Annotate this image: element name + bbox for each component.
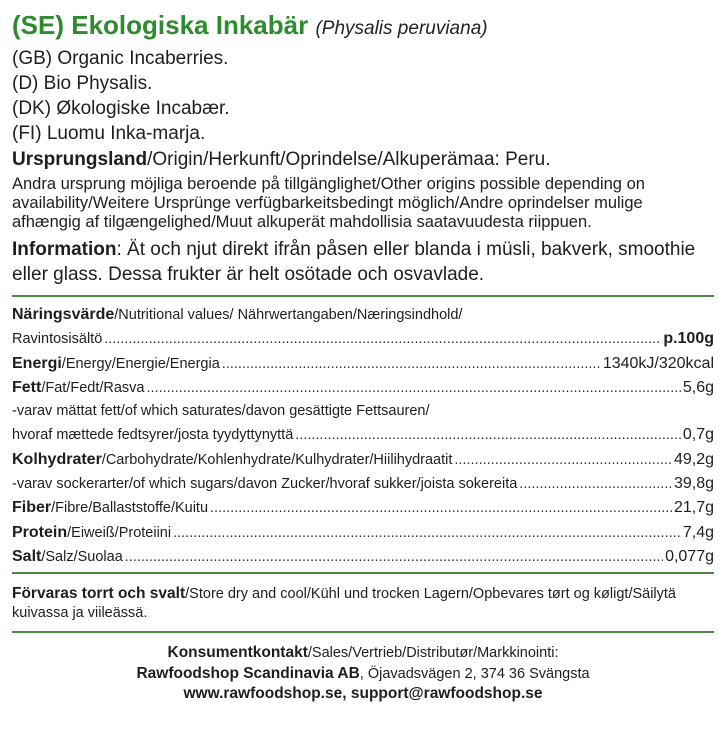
nutrition-header-rest: /Nutritional values/ Nährwertangaben/Næringsindhold/ xyxy=(114,307,463,323)
leader-dots xyxy=(146,377,680,400)
company-address: , Öjavadsvägen 2, 374 36 Svängsta xyxy=(359,665,590,682)
divider xyxy=(12,631,714,633)
product-title xyxy=(12,8,714,46)
carbs-rest: /Carbohydrate/Kohlenhydrate/Kulhydrater/Hiilihydraatit xyxy=(101,451,453,468)
saturates-line-1: -varav mättat fett/of which saturates/davon gesättigte Fettsauren/ xyxy=(12,403,430,420)
saturates-label: hvoraf mættede fedtsyrer/josta tyydyttynyttä xyxy=(12,427,294,444)
storage-text xyxy=(12,584,714,623)
leader-dots xyxy=(222,353,601,376)
energy-value: 1340kJ/320kcal xyxy=(602,354,714,372)
carbs-label xyxy=(12,448,452,472)
contact-web-line xyxy=(12,684,714,705)
name-de: (D) Bio Physalis. xyxy=(12,73,153,94)
website-link[interactable]: www.rawfoodshop.se xyxy=(183,685,343,703)
nutrition-row-fat xyxy=(12,376,714,400)
contact-block xyxy=(12,643,714,705)
leader-dots xyxy=(104,328,661,351)
origin-line xyxy=(12,147,714,173)
contact-label-bold: Konsumentkontakt xyxy=(167,644,308,662)
nutrition-row-salt xyxy=(12,545,714,569)
fat-value: 5,6g xyxy=(682,378,714,396)
nutrition-row-per xyxy=(12,327,714,351)
nutrition-row-protein xyxy=(12,521,714,545)
information-body: : Ät och njut direkt ifrån påsen eller blanda i müsli, bakverk, smoothie eller glass. Dessa frukter är helt osötade och osvavlade. xyxy=(12,239,696,285)
company-name: Rawfoodshop Scandinavia AB xyxy=(136,664,360,682)
energy-bold: Energi xyxy=(12,354,62,372)
nutrition-header-bold: Näringsvärde xyxy=(12,306,115,323)
fibre-bold: Fiber xyxy=(12,499,52,517)
contact-label-rest: /Sales/Vertrieb/Distributør/Markkinointi: xyxy=(307,645,559,662)
leader-dots xyxy=(519,473,672,496)
product-label xyxy=(12,8,714,705)
origin-text: /Origin/Herkunft/Oprindelse/Alkuperämaa: Peru. xyxy=(147,149,551,170)
fibre-value: 21,7g xyxy=(673,499,714,517)
salt-label xyxy=(12,545,123,569)
language-names xyxy=(12,46,714,146)
per-label: Ravintosisältö xyxy=(12,331,103,348)
energy-rest: /Energy/Energie/Energia xyxy=(61,355,220,372)
saturates-value: 0,7g xyxy=(682,426,714,444)
per-value: p.100g xyxy=(663,330,714,348)
information-label: Information xyxy=(12,239,117,260)
sugars-value: 39,8g xyxy=(673,475,714,493)
email-link[interactable]: support@rawfoodshop.se xyxy=(350,685,543,703)
divider xyxy=(12,572,714,574)
fat-label xyxy=(12,376,144,400)
protein-rest: /Eiweiß/Proteiini xyxy=(67,524,172,541)
fat-rest: /Fat/Fedt/Rasva xyxy=(41,379,145,396)
nutrition-row-sugars xyxy=(12,472,714,496)
information-text xyxy=(12,237,714,287)
storage-rest: /Store dry and cool/Kühl und trocken Lagern/Opbevares tørt og køligt/Säilytä kuivassa ja viileässä. xyxy=(12,586,676,622)
sugars-label: -varav sockerarter/of which sugars/davon Zucker/hvoraf sukker/joista sokereita xyxy=(12,476,518,493)
salt-rest: /Salz/Suolaa xyxy=(41,548,123,565)
leader-dots xyxy=(295,424,681,447)
leader-dots xyxy=(454,449,672,472)
fat-bold: Fett xyxy=(12,378,42,396)
other-origins-text: Andra ursprung möjliga beroende på tillgänglighet/Other origins possible depending on availability/Weitere Ursprünge verfügbarkeitsbedingt möglich/Andre oprindelser mulige afhængig af tilgængelighed/Muut alkuperät mahdollisia saatavuudesta riippuen. xyxy=(12,175,645,231)
nutrition-row-saturates xyxy=(12,423,714,447)
leader-dots xyxy=(210,497,672,520)
nutrition-row-carbs xyxy=(12,448,714,472)
leader-dots xyxy=(173,522,681,545)
carbs-value: 49,2g xyxy=(673,450,714,468)
divider xyxy=(12,295,714,297)
protein-label xyxy=(12,521,171,545)
storage-bold: Förvaras torrt och svalt xyxy=(12,585,186,603)
name-fi: (FI) Luomu Inka-marja. xyxy=(12,123,206,144)
protein-value: 7,4g xyxy=(682,523,714,541)
leader-dots xyxy=(125,546,663,569)
carbs-bold: Kolhydrater xyxy=(12,450,102,468)
energy-label xyxy=(12,352,220,376)
nutrition-row-fibre xyxy=(12,496,714,520)
latin-name: (Physalis peruviana) xyxy=(315,18,488,39)
salt-bold: Salt xyxy=(12,547,42,565)
name-gb: (GB) Organic Incaberries. xyxy=(12,48,229,69)
product-name: (SE) Ekologiska Inkabär xyxy=(12,10,309,40)
salt-value: 0,077g xyxy=(665,547,714,565)
origin-label: Ursprungsland xyxy=(12,149,148,170)
nutrition-row-energy xyxy=(12,352,714,376)
contact-separator: , xyxy=(342,685,351,703)
name-dk: (DK) Økologiske Incabær. xyxy=(12,98,230,119)
protein-bold: Protein xyxy=(12,523,68,541)
contact-address-line xyxy=(12,664,714,685)
contact-label-line xyxy=(12,643,714,664)
nutrition-header xyxy=(12,303,714,327)
nutrition-table xyxy=(12,303,714,569)
fibre-rest: /Fibre/Ballaststoffe/Kuitu xyxy=(51,500,209,517)
fibre-label xyxy=(12,496,208,520)
